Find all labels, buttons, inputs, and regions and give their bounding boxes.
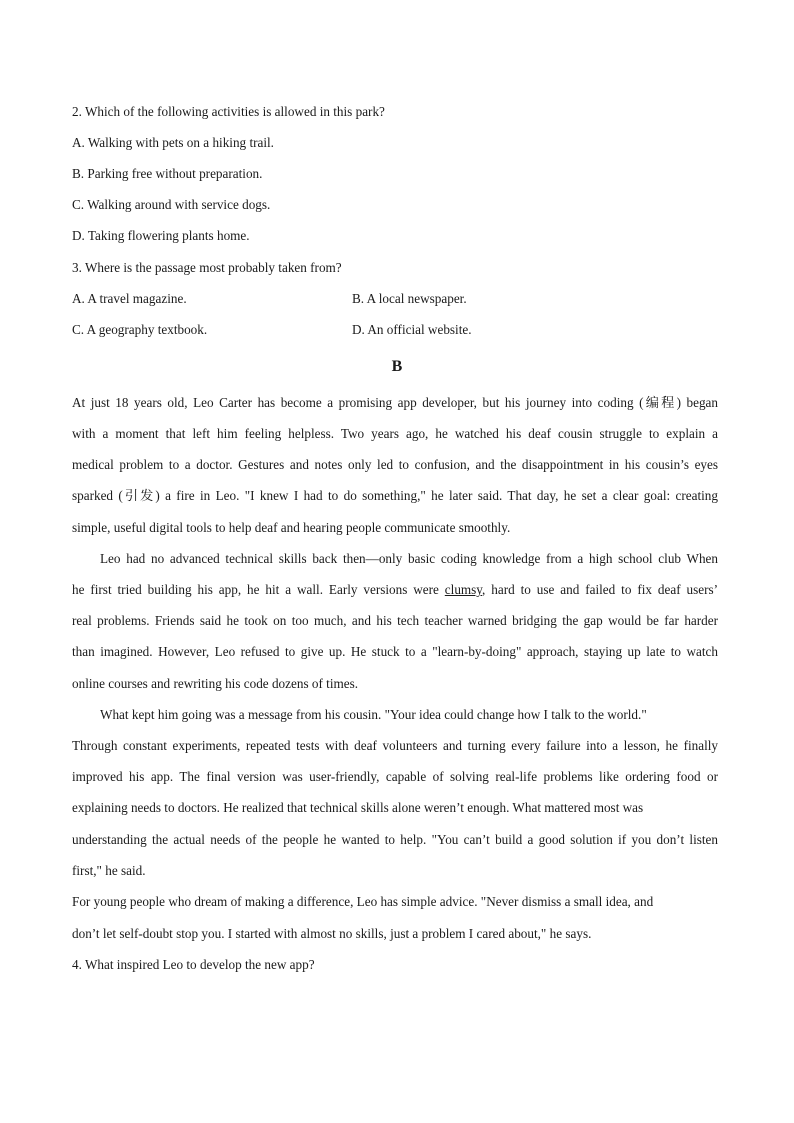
passage-p2-line-5: online courses and rewriting his code dozens of times. [72,676,359,691]
question-3-option-d: D. An official website. [352,322,472,337]
passage-p1-line-5: simple, useful digital tools to help deaf and hearing people communicate smoothly. [72,520,511,535]
passage-p2-line-4: than imagined. However, Leo refused to give up. He stuck to a "learn-by-doing" approach, staying up late to watch [72,644,718,659]
passage-p2-line-2-after: , hard to use and failed to fix deaf users’ [482,582,718,597]
passage-p1-line-2: with a moment that left him feeling helpless. Two years ago, he watched his deaf cousin struggle to explain a [72,426,718,441]
question-3-option-a: A. A travel magazine. [72,291,187,306]
question-2-option-a: A. Walking with pets on a hiking trail. [72,135,274,150]
passage-p1-line-1: At just 18 years old, Leo Carter has become a promising app developer, but his journey into coding (编程) began [72,395,718,410]
question-2-stem: 2. Which of the following activities is allowed in this park? [72,104,385,119]
question-2-option-d: D. Taking flowering plants home. [72,228,250,243]
passage-p4-line-2: don’t let self-doubt stop you. I started with almost no skills, just a problem I cared about," he says. [72,926,592,941]
question-3-stem: 3. Where is the passage most probably taken from? [72,260,342,275]
passage-p3-line-1: What kept him going was a message from his cousin. "Your idea could change how I talk to the world." [100,707,647,722]
question-2-option-b: B. Parking free without preparation. [72,166,263,181]
section-heading: B [391,358,403,375]
passage-p3-line-2: Through constant experiments, repeated tests with deaf volunteers and turning every failure into a lesson, he finally [72,738,718,753]
passage-p4-line-1: For young people who dream of making a difference, Leo has simple advice. "Never dismiss a small idea, and [72,894,654,909]
question-3-option-c: C. A geography textbook. [72,322,208,337]
passage-p1-line-4: sparked (引发) a fire in Leo. "I knew I had to do something," he later said. That day, he set a clear goal: creating [72,488,718,503]
passage-p3-line-3: improved his app. The final version was user-friendly, capable of solving real-life problems like ordering food or [72,769,718,784]
question-4-stem: 4. What inspired Leo to develop the new app? [72,957,315,972]
passage-p3-line-6: first," he said. [72,863,146,878]
passage-p1-line-3: medical problem to a doctor. Gestures and notes only led to confusion, and the disappointment in his cousin’s eyes [72,457,718,472]
question-3-option-b: B. A local newspaper. [352,291,467,306]
question-2-option-c: C. Walking around with service dogs. [72,197,271,212]
passage-p2-line-1: Leo had no advanced technical skills back then—only basic coding knowledge from a high school club When [100,551,718,566]
passage-p3-line-4: explaining needs to doctors. He realized that technical skills alone weren’t enough. What mattered most was [72,800,644,815]
underlined-word-clumsy: clumsy [444,582,483,597]
passage-p2-line-2 [72,582,718,598]
passage-p2-line-3: real problems. Friends said he took on too much, and his tech teacher warned bridging the gap would be far harder [72,613,718,628]
passage-p2-line-2-before: he first tried building his app, he hit a wall. Early versions were [72,582,445,597]
passage-p3-line-5: understanding the actual needs of the people he wanted to help. "You can’t build a good solution if you don’t listen [72,832,718,847]
